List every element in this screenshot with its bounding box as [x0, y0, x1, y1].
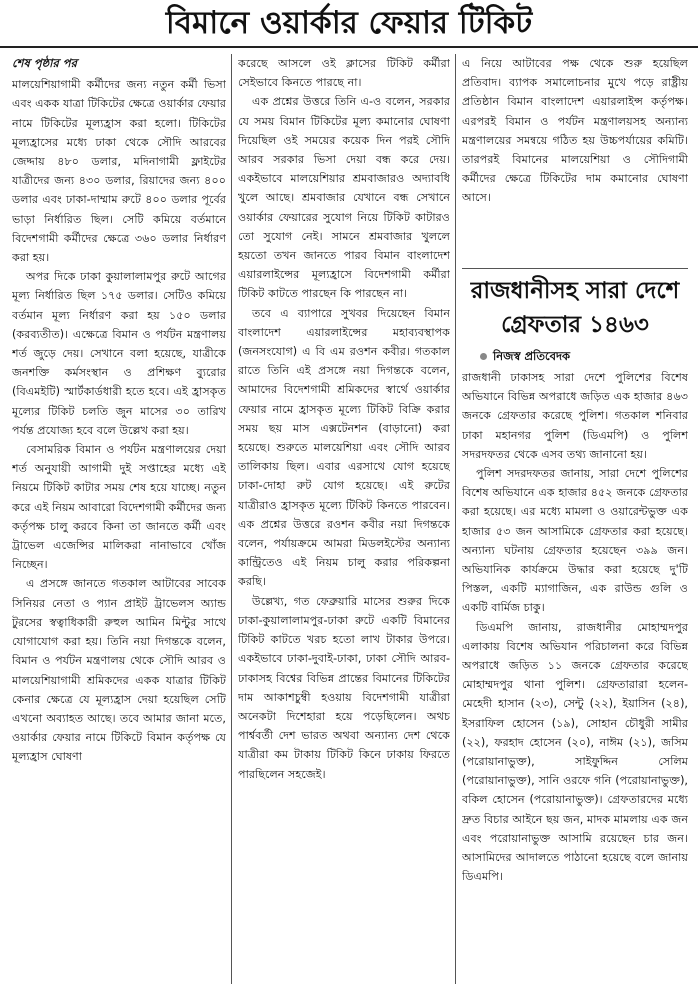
paragraph: এক প্রশ্নের উত্তরে তিনি এ-ও বলেন, সরকার যে সময় বিমান টিকিটের মূল্য কমানোর ঘোষণা দিয়েছিল ওই সময়ের কয়েক দিন পরই সৌদি আরব সরকার ভিসা দেয়া বন্ধ করে দেয়। একইভাবে মালয়েশিয়ার শ্রমবাজারও অদ্যাবধি খুলে আছে। শ্রমবাজার যেখানে বন্ধ সেখানে ওয়ার্কার ফেয়ারের সুযোগ নিয়ে টিকিট কাটারও তো সুযোগ নেই। সামনে শ্রমবাজার খুললে হয়তো তখন জানতে পারব বিমান বাংলাদেশ এয়ারলাইন্সের মূল্যহ্রাসে বিদেশগামী কর্মীরা টিকিট কাটতে পারছেন কি পারছেন না।	[238, 95, 450, 301]
paragraph: বেসামরিক বিমান ও পর্যটন মন্ত্রণালয়ের দেয়া শর্ত অনুযায়ী আগামী দুই সপ্তাহের মধ্যে এই নিয়মে টিকিট কাটার সময় শেষ হয়ে যাচ্ছে। নতুন করে এই নিয়ম আবারো বিদেশগামী কর্মীদের জন্য কর্তৃপক্ষ চালু করবে কিনা তা জানতে কর্মী এবং ট্রাভেল এজেন্সির মালিকরা নানাভাবে খোঁজ নিচ্ছেন।	[12, 443, 226, 572]
column-divider	[455, 54, 456, 984]
headline: বিমানে ওয়ার্কার ফেয়ার টিকিট	[165, 5, 533, 41]
article-column-1	[12, 54, 226, 982]
paragraph: রাজধানী ঢাকাসহ সারা দেশে পুলিশের বিশেষ অভিযানে বিভিন্ন অপরাধে জড়িত এক হাজার ৪৬৩ জনকে গ্রেফতার করেছে পুলিশ। গতকাল শনিবার ঢাকা মহানগর পুলিশ (ডিএমপি) ও পুলিশ সদরদফতর থেকে এসব তথ্য জানানো হয়।	[462, 371, 688, 461]
byline	[462, 347, 688, 365]
story-divider	[462, 268, 688, 269]
article-column-2	[238, 54, 450, 982]
paragraph: অপর দিকে ঢাকা কুয়ালালামপুর রুটে আগের মূল্য নির্ধারিত ছিল ১৭৫ ডলার। সেটিও কমিয়ে বর্তমান মূল্য নির্ধারণ করা হয় ১৫০ ডলার (করব্যতীত)। এক্ষেত্রে বিমান ও পর্যটন মন্ত্রণালয় শর্ত জুড়ে দেয়। সেখানে বলা হয়েছে, যাত্রীকে জনশক্তি কর্মসংস্থান ও প্রশিক্ষণ ব্যুরোর (বিএমইটি) স্মার্টকার্ডধারী হতে হবে। এই হ্রাসকৃত মূল্যের টিকিট চলতি জুন মাসের ৩০ তারিখ পর্যন্ত প্রযোজ্য হবে বলে উল্লেখ করা হয়।	[12, 270, 226, 437]
paragraph: ডিএমপি জানায়, রাজধানীর মোহাম্মদপুর এলাকায় বিশেষ অভিযান পরিচালনা করে বিভিন্ন অপরাধে জড়িত ১১ জনকে গ্রেফতার করেছে মোহাম্মদপুর থানা পুলিশ। গ্রেফতারারা হলেন- মেহেদী হাসান (২৩), সেন্টু (২২), ইয়াসিন (২৪), ইসরাফিল হোসেন (১৯), সোহান চৌধুরী সামীর (২২), ফরহাদ হোসেন (২০), নাঈম (২১), জসিম (পরোয়ানাভুক্ত), সাইফুদ্দিন সেলিম (পরোয়ানাভুক্ত), সানি ওরফে গনি (পরোয়ানাভুক্ত), বকিল হোসেন (পরোয়ানাভুক্ত)। গ্রেফতারদের মধ্যে দ্রুত বিচার আইনে ছয় জন, মাদক মামলায় এক জন এবং পরোয়ানাভুক্ত আসামি রয়েছেন চার জন। আসামিদের আদালতে পাঠানো হয়েছে বলে জানায় ডিএমপি।	[462, 620, 688, 884]
paragraph: করেছে আসলে ওই ক্লাসের টিকিট কর্মীরা সেইভাবে কিনতে পারছে না।	[238, 57, 450, 90]
bullet-icon	[480, 353, 487, 360]
paragraph: উল্লেখ্য, গত ফেব্রুয়ারি মাসের শুরুর দিকে ঢাকা-কুয়ালালামপুর-ঢাকা রুটে একটি বিমানের টিকিট কাটতে খরচ হতো লাখ টাকার উপরে। একইভাবে ঢাকা-দুবাই-ঢাকা, ঢাকা সৌদি আরব-ঢাকাসহ বিশ্বের বিভিন্ন প্রান্তের বিমানের টিকিটের দাম আকাশচুম্বী হওয়ায় বিদেশগামী যাত্রীরা অনেকটা দিশেহারা হয়ে পড়েছিলেন। অথচ পার্শ্ববর্তী দেশ ভারত অথবা অন্যান্য দেশ থেকে যাত্রীরা কম টাকায় টিকিট কিনে ঢাকায় ফিরতে পারছিলেন সহজেই।	[238, 594, 450, 781]
dateline: শেষ পৃষ্ঠার পর	[12, 56, 77, 70]
column-divider	[231, 54, 232, 984]
paragraph: মালয়েশিয়াগামী কর্মীদের জন্য নতুন কর্মী ভিসা এবং একক যাত্রা টিকিটের ক্ষেত্রে ওয়ার্কার ফেয়ার নামে টিকিটের মূল্যহ্রাস করা হলো। টিকিটের মূল্যহ্রাসের মধ্যে ঢাকা থেকে সৌদি আরবের জেদ্দায় ৪৮০ ডলার, মদিনাগামী ফ্লাইটের যাত্রীদের জন্য ৪৩০ ডলার, রিয়াদের জন্য ৪০০ ডলার এবং ঢাকা-দাম্মাম রুটে ৪০০ ডলার পূর্বের ভাড়া নির্ধারিত ছিল। সেটি কমিয়ে বর্তমানে বিদেশগামী কর্মীদের ক্ষেত্রে ৩৬০ ডলার নির্ধারণ করা হয়।	[12, 78, 226, 265]
paragraph: তবে এ ব্যাপারে সুখবর দিয়েছেন বিমান বাংলাদেশ এয়ারলাইন্সের মহাব্যবস্থাপক (জনসংযোগ) এ বি এম রওশন কবীর। গতকাল রাতে তিনি এই প্রসঙ্গে নয়া দিগন্তকে বলেন, আমাদের বিদেশগামী শ্রমিকদের স্বার্থে ওয়ার্কার ফেয়ার নামে হ্রাসকৃত মূল্যে টিকিট বিক্রি করার সময় ছয় মাস এক্সটেনশন (বাড়ানো) করা হয়েছে। শুরুতে মালয়েশিয়া এবং সৌদি আরব তালিকায় ছিল। এবার এরসাথে যোগ হয়েছে ঢাকা-দোহা রুট যোগ হয়েছে। এই রুটের যাত্রীরাও হ্রাসকৃত মূল্যে টিকিট কিনতে পারবেন। এক প্রশ্নের উত্তরে রওশন কবীর নয়া দিগন্তকে বলেন, পর্যায়ক্রমে আমরা মিডলইস্টের অন্যান্য কান্ট্রিতেও এই নিয়ম চালু করার পরিকল্পনা করছি।	[238, 306, 450, 589]
byline-text: নিজস্ব প্রতিবেদক	[493, 349, 571, 363]
paragraph: এ প্রসঙ্গে জানতে গতকাল আটাবের সাবেক সিনিয়র নেতা ও প্যান প্রাইট ট্রাভেলস অ্যান্ড টুরসের স্বত্বাধিকারী রুহুল আমিন মিন্টুর সাথে যোগাযোগ করা হয়। তিনি নয়া দিগন্তকে বলেন, বিমান ও পর্যটন মন্ত্রণালয় থেকে সৌদি আরব ও মালয়েশিয়াগামী শ্রমিকদের একক যাত্রার টিকিট কেনার ক্ষেত্রে যে মূল্যহ্রাস দেয়া হয়েছিল সেটি এখনো অব্যাহত আছে। তবে আমার জানা মতে, ওয়ার্কার ফেয়ার নামে টিকিটে বিমান কর্তৃপক্ষ যে মূল্যহ্রাস ঘোষণা	[12, 577, 226, 764]
second-headline: রাজধানীসহ সারা দেশে গ্রেফতার ১৪৬৩	[470, 278, 680, 338]
second-article-body	[462, 368, 688, 984]
headline-rule	[0, 46, 698, 48]
paragraph: এ নিয়ে আটাবের পক্ষ থেকে শুরু হয়েছিল প্রতিবাদ। ব্যাপক সমালোচনার মুখে পড়ে রাষ্ট্রীয় প্রতিষ্ঠান বিমান বাংলাদেশ এয়ারলাইন্স কর্তৃপক্ষ। এরপরই বিমান ও পর্যটন মন্ত্রণালয়সহ অন্যান্য মন্ত্রণালয়ের সমন্বয়ে গঠিত হয় উচ্চপর্যায়ের কমিটি। তারপরই বিমানের মালয়েশিয়া ও সৌদিগামী কর্মীদের ক্ষেত্রে টিকিটের দাম কমানোর ঘোষণা আসে।	[462, 57, 688, 205]
paragraph: পুলিশ সদরদফতর জানায়, সারা দেশে পুলিশের বিশেষ অভিযানে এক হাজার ৪৫২ জনকে গ্রেফতার করা হয়েছে। এর মধ্যে মামলা ও ওয়ারেন্টভুক্ত এক হাজার ৫৩ জন আসামিকে গ্রেফতার করা হয়েছে। অন্যান্য ঘটনায় গ্রেফতার হয়েছেন ৩৯৯ জন। অভিযানিক কার্যক্রমে উদ্ধার করা হয়েছে দু'টি পিস্তল, একটি ম্যাগাজিন, এক রাউন্ড গুলি ও একটি বার্মিজ চাকু।	[462, 467, 688, 615]
